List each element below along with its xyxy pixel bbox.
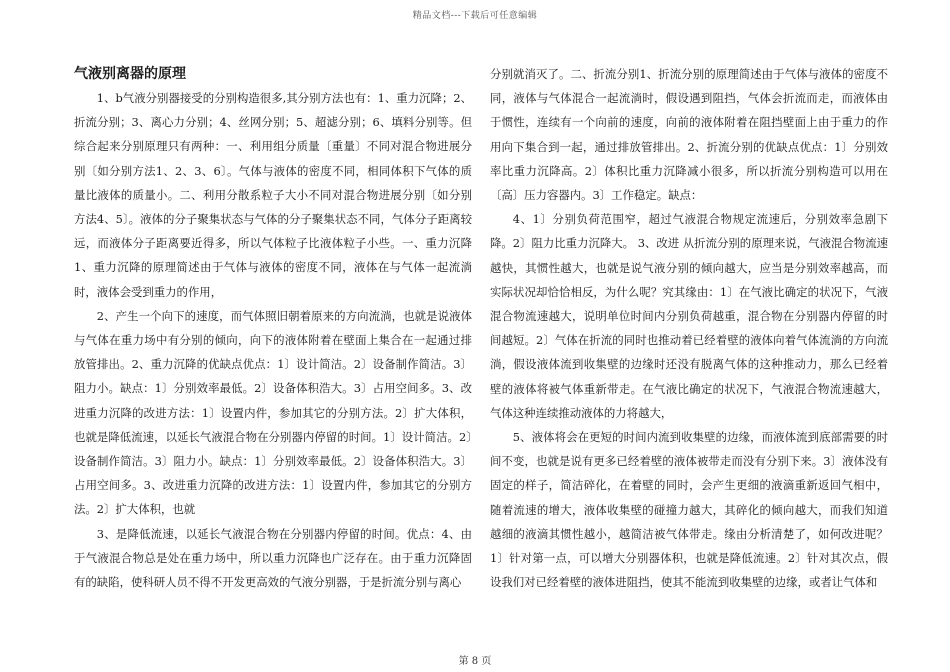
paragraph: 2、产生一个向下的速度，而气体照旧朝着原来的方向流淌，也就是说液体与气体在重力场中有分别的倾向，向下的液体附着在壁面上集合在一起通过排放管排出。2、重力沉降的优缺点优点：1〕设计简洁。2〕设备制作简洁。3〕阻力小。缺点：1〕分别效率最低。2〕设备体积浩大。3〕占用空间多。3、改进重力沉降的改进方法：1〕设置内件，参加其它的分别方法。2〕扩大体积，也就是降低流速，以延长气液混合物在分别器内停留的时间。1〕设计简洁。2〕设备制作简洁。3〕阻力小。缺点：1〕分别效率最低。2〕设备体积浩大。3〕占用空间多。3、改进重力沉降的改进方法：1〕设置内件，参加其它的分别方法。2〕扩大体积，也就 bbox=[74, 308, 472, 517]
document-title: 气液别离器的原理 bbox=[74, 66, 186, 82]
paragraph: 1、b气液分别器接受的分别构造很多,其分别方法也有：1、重力沉降；2、折流分别；3、离心力分别；4、丝网分别；5、超滤分别；6、填料分别等。但综合起来分别原理只有两种：一、利用组分质量〔重量〕不同对混合物进展分别〔如分别方法1、2、3、6〕。气体与液体的密度不同，相同体积下气体的质量比液体的质量小。二、利用分散系粒子大小不同对混合物进展分别〔如分别方法4、5〕。液体的分子聚集状态与气体的分子聚集状态不同，气体分子距离较远，而液体分子距离要近得多，所以气体粒子比液体粒子小些。一、重力沉降1、重力沉降的原理简述由于气体与液体的密度不同，液体在与气体一起流淌时，液体会受到重力的作用， bbox=[74, 91, 472, 299]
paragraph: 分别就消灭了。二、折流分别1、折流分别的原理简述由于气体与液体的密度不同，液体与气体混合一起流淌时，假设遇到阻挡，气体会折流而走，而液体由于惯性，连续有一个向前的速度，向前的液体附着在阻挡壁面上由于重力的作用向下集合到一起，通过排放管排出。2、折流分别的优缺点优点：1〕分别效率比重力沉降高。2〕体积比重力沉降减小很多，所以折流分别构造可以用在〔高〕压力容器内。3〕工作稳定。缺点： bbox=[490, 67, 888, 203]
left-column bbox=[74, 62, 472, 594]
page-number: 第 8 页 bbox=[458, 656, 492, 667]
paragraph: 4、1〕分别负荷范围窄，超过气液混合物规定流速后，分别效率急剧下降。2〕阻力比重力沉降大。 3、改进 从折流分别的原理来说，气液混合物流速越快，其惯性越大，也就是说气液分别的倾向越大，应当是分别效率越高，而实际状况却恰恰相反，为什么呢？究其缘由：1〕在气液比确定的状况下，气液混合物流速越大，说明单位时间内分别负荷越重，混合物在分别器内停留的时间越短。2〕气体在折流的同时也推动着已经着壁的液体向着气体流淌的方向流淌，假设液体流到收集壁的边缘时还没有脱离气体的这种推动力，那么已经着壁的液体将被气体重新带走。在气液比确定的状况下，气液混合物流速越大，气体这种连续推动液体的力将越大， bbox=[490, 212, 888, 420]
page-header: 精品文档---下载后可任意编辑 bbox=[412, 11, 538, 21]
right-column bbox=[490, 62, 888, 594]
paragraph: 5、液体将会在更短的时间内流到收集壁的边缘，而液体流到底部需要的时间不变，也就是说有更多已经着壁的液体被带走而没有分别下来。3〕液体没有固定的样子，简洁碎化，在着壁的同时，会产生更细的液滴重新返回气相中，随着流速的增大，液体收集壁的碰撞力越大，其碎化的倾向越大，而我们知道越细的液滴其惯性越小，越简洁被气体带走。缘由分析清楚了，如何改进呢？1〕针对第一点，可以增大分别器体积，也就是降低流速。2〕针对其次点，假设我们对已经着壁的液体进阻挡，使其不能流到收集壁的边缘，或者让气体和 bbox=[490, 430, 888, 590]
paragraph: 3、是降低流速，以延长气液混合物在分别器内停留的时间。优点：4、由于气液混合物总是处在重力场中，所以重力沉降也广泛存在。由于重力沉降固有的缺陷，使科研人员不得不开发更高效的气液分别器，于是折流分别与离心 bbox=[74, 526, 472, 590]
